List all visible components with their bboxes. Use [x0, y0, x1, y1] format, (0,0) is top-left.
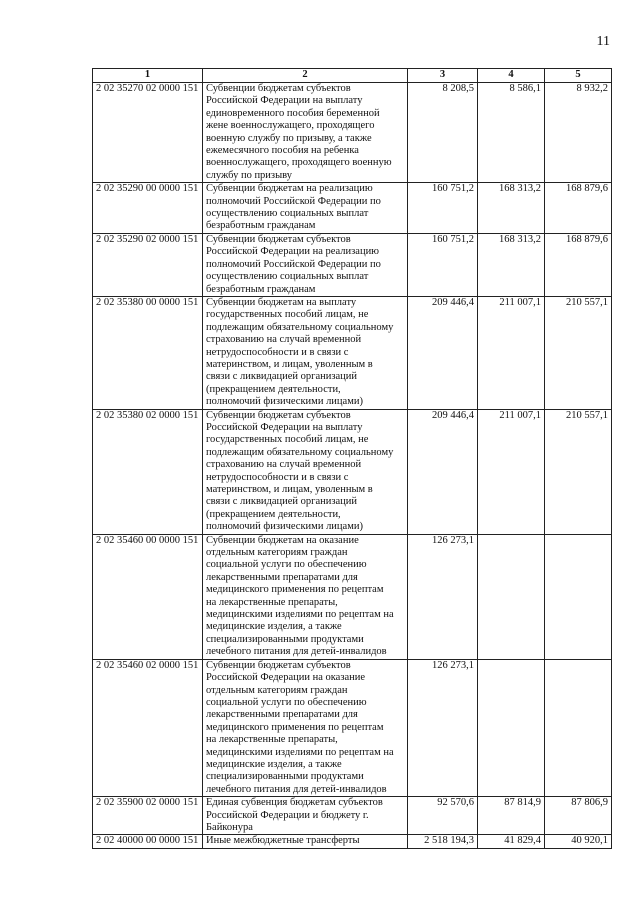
description-line: Российской Федерации на выплату [206, 421, 363, 433]
amount-col-5 [545, 534, 612, 659]
description-line: безработным гражданам [206, 220, 316, 232]
header-row [93, 69, 612, 83]
description-cell [203, 409, 408, 534]
description-line: медицинского применения по рецептам [206, 584, 384, 596]
description-line: нетрудоспособности и в связи с [206, 471, 349, 483]
budget-code: 2 02 35900 02 0000 151 [93, 797, 203, 835]
budget-code: 2 02 35290 00 0000 151 [93, 183, 203, 234]
budget-code: 2 02 35380 00 0000 151 [93, 296, 203, 409]
description-cell [203, 534, 408, 659]
description-line: связи с ликвидацией организаций [206, 371, 358, 383]
description-line: осуществлению социальных выплат [206, 208, 369, 220]
description-line: Субвенции бюджетам на выплату [206, 296, 357, 308]
description-line: государственных пособий лицам, не [206, 309, 369, 321]
description-line: (прекращением деятельности, [206, 383, 341, 395]
amount-col-5: 168 879,6 [545, 183, 612, 234]
description-line: Субвенции бюджетам субъектов [206, 83, 351, 94]
description-line: материнством, и лицам, уволенным в [206, 484, 373, 495]
description-line: единовременного пособия беременной [206, 107, 380, 119]
description-line: полномочий Российской Федерации по [206, 258, 381, 270]
description-line: отдельным категориям граждан [206, 684, 348, 696]
amount-col-3: 160 751,2 [408, 183, 478, 234]
amount-col-4: 211 007,1 [478, 296, 545, 409]
description-line: подлежащим обязательному социальному [206, 446, 394, 458]
description-cell [203, 659, 408, 796]
description-line: нетрудоспособности и в связи с [206, 346, 349, 358]
amount-col-4: 8 586,1 [478, 83, 545, 183]
description-cell [203, 797, 408, 835]
amount-col-3: 160 751,2 [408, 233, 478, 296]
description-line: лечебного питания для детей-инвалидов [206, 646, 387, 658]
column-header-2: 2 [203, 69, 408, 83]
description-line: жене военнослужащего, проходящего [206, 120, 375, 132]
description-line: осуществлению социальных выплат [206, 271, 369, 283]
budget-code: 2 02 35270 02 0000 151 [93, 83, 203, 183]
table-row [93, 659, 612, 796]
description-line: материнством, и лицам, уволенным в [206, 358, 373, 370]
amount-col-4: 168 313,2 [478, 233, 545, 296]
description-line: Российской Федерации на реализацию [206, 246, 380, 258]
description-line: социальной услуги по обеспечению [206, 696, 367, 708]
description-line: Субвенции бюджетам субъектов [206, 233, 351, 245]
budget-table [92, 68, 612, 849]
column-header-4: 4 [478, 69, 545, 83]
table-row [93, 83, 612, 183]
amount-col-3: 2 518 194,3 [408, 835, 478, 848]
table-row [93, 797, 612, 835]
description-line: Российской Федерации на оказание [206, 672, 366, 684]
description-line: на лекарственные препараты, [206, 596, 338, 608]
description-line: специализированными продуктами [206, 771, 364, 783]
description-line: социальной услуги по обеспечению [206, 559, 367, 571]
table-row [93, 835, 612, 848]
amount-col-5: 210 557,1 [545, 409, 612, 534]
description-line: лекарственными препаратами для [206, 571, 358, 583]
budget-code: 2 02 40000 00 0000 151 [93, 835, 203, 848]
description-line: (прекращением деятельности, [206, 508, 341, 520]
description-line: медицинские изделия, а также [206, 758, 342, 770]
description-line: ежемесячного пособия на ребенка [206, 145, 359, 157]
description-line: Субвенции бюджетам субъектов [206, 659, 351, 671]
amount-col-5: 210 557,1 [545, 296, 612, 409]
description-line: Субвенции бюджетам на оказание [206, 534, 359, 546]
description-line: лечебного питания для детей-инвалидов [206, 783, 387, 795]
description-line: лекарственными препаратами для [206, 709, 358, 721]
description-line: на лекарственные препараты, [206, 734, 338, 746]
description-line: медицинскими изделиями по рецептам на [206, 746, 394, 758]
description-cell [203, 183, 408, 234]
description-line: Иные межбюджетные трансферты [206, 835, 360, 847]
table-row [93, 233, 612, 296]
description-line: Единая субвенция бюджетам субъектов [206, 797, 383, 809]
description-cell [203, 83, 408, 183]
description-line: военную службу по призыву, а также [206, 132, 372, 144]
description-line: связи с ликвидацией организаций [206, 496, 358, 508]
description-line: Российской Федерации и бюджету г. [206, 809, 369, 821]
description-line: Байконура [206, 821, 253, 833]
description-line: медицинские изделия, а также [206, 621, 342, 633]
amount-col-3: 126 273,1 [408, 534, 478, 659]
amount-col-5: 87 806,9 [545, 797, 612, 835]
description-line: службу по призыву [206, 169, 292, 181]
amount-col-4: 168 313,2 [478, 183, 545, 234]
amount-col-3: 8 208,5 [408, 83, 478, 183]
budget-code: 2 02 35290 02 0000 151 [93, 233, 203, 296]
table-body [93, 83, 612, 849]
table-row [93, 534, 612, 659]
description-line: специализированными продуктами [206, 633, 364, 645]
budget-code: 2 02 35460 02 0000 151 [93, 659, 203, 796]
column-header-3: 3 [408, 69, 478, 83]
amount-col-5 [545, 659, 612, 796]
description-line: полномочий физическими лицами) [206, 521, 363, 533]
amount-col-4 [478, 534, 545, 659]
description-cell [203, 296, 408, 409]
amount-col-3: 209 446,4 [408, 296, 478, 409]
column-header-5: 5 [545, 69, 612, 83]
description-line: Субвенции бюджетам субъектов [206, 409, 351, 421]
budget-code: 2 02 35380 02 0000 151 [93, 409, 203, 534]
amount-col-3: 92 570,6 [408, 797, 478, 835]
description-line: Российской Федерации на выплату [206, 95, 363, 107]
amount-col-4: 41 829,4 [478, 835, 545, 848]
amount-col-5: 8 932,2 [545, 83, 612, 183]
amount-col-5: 168 879,6 [545, 233, 612, 296]
description-line: полномочий Российской Федерации по [206, 195, 381, 207]
description-line: страхованию на случай временной [206, 459, 362, 471]
table-row [93, 183, 612, 234]
description-line: подлежащим обязательному социальному [206, 321, 394, 333]
amount-col-4: 211 007,1 [478, 409, 545, 534]
table-row [93, 409, 612, 534]
table-row [93, 296, 612, 409]
description-line: безработным гражданам [206, 283, 316, 295]
description-line: государственных пособий лицам, не [206, 434, 369, 446]
description-line: отдельным категориям граждан [206, 547, 348, 559]
budget-code: 2 02 35460 00 0000 151 [93, 534, 203, 659]
amount-col-4: 87 814,9 [478, 797, 545, 835]
description-line: медицинскими изделиями по рецептам на [206, 609, 394, 621]
description-line: Субвенции бюджетам на реализацию [206, 183, 373, 195]
description-line: медицинского применения по рецептам [206, 721, 384, 733]
description-cell [203, 835, 408, 848]
amount-col-3: 209 446,4 [408, 409, 478, 534]
description-line: полномочий физическими лицами) [206, 396, 363, 408]
amount-col-5: 40 920,1 [545, 835, 612, 848]
description-line: страхованию на случай временной [206, 334, 362, 346]
amount-col-3: 126 273,1 [408, 659, 478, 796]
description-cell [203, 233, 408, 296]
amount-col-4 [478, 659, 545, 796]
description-line: военнослужащего, проходящего военную [206, 157, 392, 169]
page-number: 11 [596, 34, 610, 49]
column-header-1: 1 [93, 69, 203, 83]
